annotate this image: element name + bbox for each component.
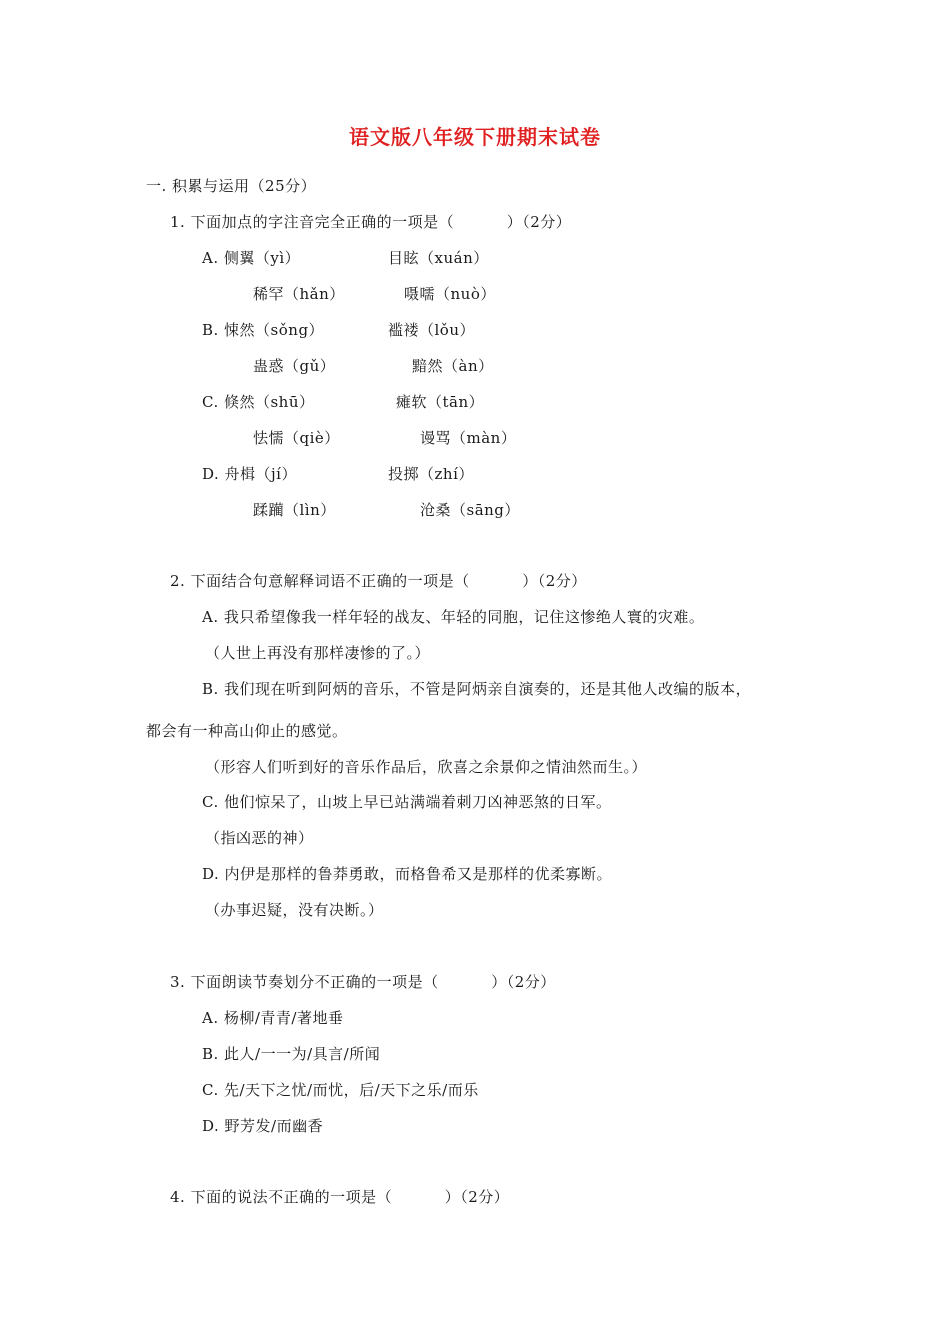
q1-option-b-word-1: B. 悚然（sǒng） [202,321,325,339]
q2-option-b-note: （形容人们听到好的音乐作品后，欣喜之余景仰之情油然而生。） [205,758,648,776]
q1-option-c-word-2: 瘫软（tān） [396,393,485,411]
q3-option-a: A. 杨柳/青青/著地垂 [202,1009,344,1027]
q2-option-b-continued: 都会有一种高山仰止的感觉。 [146,722,348,740]
q1-option-a-word-1: A. 侧翼（yì） [202,249,301,267]
section-heading: 一. 积累与运用（25分） [146,177,317,195]
q3-option-d: D. 野芳发/而幽香 [202,1117,324,1135]
q2-option-a: A. 我只希望像我一样年轻的战友、年轻的同胞，记住这惨绝人寰的灾难。 [202,608,705,626]
question-4-stem: 4. 下面的说法不正确的一项是（ ）（2分） [170,1188,510,1206]
question-1-stem: 1. 下面加点的字注音完全正确的一项是（ ）（2分） [170,213,572,231]
q2-option-a-note: （人世上再没有那样凄惨的了。） [205,644,431,662]
q1-option-b-word-3: 蛊惑（gǔ） [253,357,336,375]
q2-option-b: B. 我们现在听到阿炳的音乐，不管是阿炳亲自演奏的，还是其他人改编的版本， [202,680,752,698]
question-3-stem: 3. 下面朗读节奏划分不正确的一项是（ ）（2分） [170,973,556,991]
q1-option-d-word-3: 蹂躏（lìn） [253,501,336,519]
q1-option-a-word-4: 嗫嚅（nuò） [404,285,496,303]
q1-option-d-word-2: 投掷（zhí） [388,465,474,483]
q1-option-d-word-1: D. 舟楫（jí） [202,465,297,483]
q2-option-c-note: （指凶恶的神） [205,829,314,847]
q2-option-d: D. 内伊是那样的鲁莽勇敢，而格鲁希又是那样的优柔寡断。 [202,865,613,883]
page-title: 语文版八年级下册期末试卷 [349,125,601,149]
q1-option-a-word-2: 目眩（xuán） [388,249,489,267]
q1-option-c-word-1: C. 倏然（shū） [202,393,315,411]
question-2-stem: 2. 下面结合句意解释词语不正确的一项是（ ）（2分） [170,572,587,590]
q1-option-c-word-4: 谩骂（màn） [420,429,517,447]
q1-option-b-word-4: 黯然（àn） [412,357,494,375]
q2-option-d-note: （办事迟疑，没有决断。） [205,901,384,919]
q1-option-c-word-3: 怯懦（qiè） [253,429,340,447]
q3-option-b: B. 此人/一一为/具言/所闻 [202,1045,381,1063]
q1-option-a-word-3: 稀罕（hǎn） [253,285,345,303]
q1-option-d-word-4: 沧桑（sāng） [420,501,520,519]
q3-option-c: C. 先/天下之忧/而忧，后/天下之乐/而乐 [202,1081,479,1099]
q1-option-b-word-2: 褴褛（lǒu） [388,321,475,339]
q2-option-c: C. 他们惊呆了，山坡上早已站满端着刺刀凶神恶煞的日军。 [202,793,612,811]
